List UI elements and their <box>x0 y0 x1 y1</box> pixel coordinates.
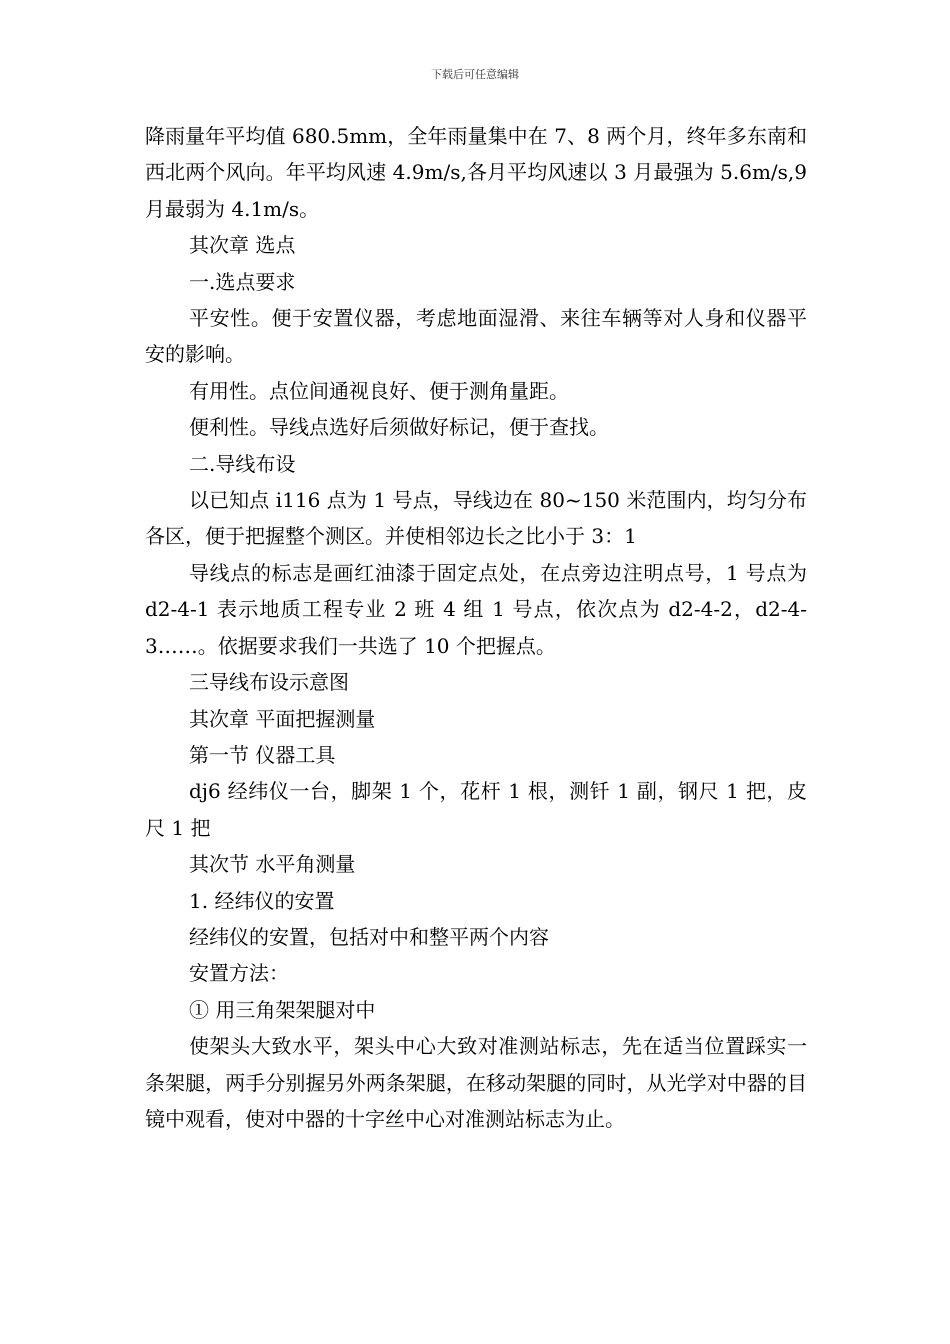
paragraph-convenience: 便利性。导线点选好后须做好标记，便于查找。 <box>189 415 609 440</box>
section-heading-selection-requirements: 一.选点要求 <box>189 269 296 294</box>
list-item-tripod-centering: ① 用三角架架腿对中 <box>189 997 376 1022</box>
paragraph-point-marking: 导线点的标志是画红油漆于固定点处，在点旁边注明点号，1 号点为 d2-4-1 表示地质工程专业 2 班 4 组 1 号点，依次点为 d2-4-2，d2-4-3……。依据要求我们一共选了 10 个把握点。 <box>145 560 807 658</box>
paragraph-climate: 降雨量年平均值 680.5mm，全年雨量集中在 7、8 两个月，终年多东南和西北两个风向。年平均风速 4.9m/s,各月平均风速以 3 月最强为 5.6m/s,9 月最弱为 4.1m/s。 <box>145 124 807 221</box>
section-heading-instruments: 第一节 仪器工具 <box>189 742 336 767</box>
paragraph-setup-method-label: 安置方法： <box>189 961 289 986</box>
page-header: 下载后可任意编辑 <box>431 68 519 81</box>
paragraph-setup-content: 经纬仪的安置，包括对中和整平两个内容 <box>189 924 549 949</box>
document-body <box>145 118 807 1137</box>
paragraph-instrument-list: dj6 经纬仪一台，脚架 1 个，花杆 1 根，测钎 1 副，钢尺 1 把，皮尺 1 把 <box>145 779 807 840</box>
section-heading-horizontal-angle: 其次节 水平角测量 <box>189 852 356 877</box>
paragraph-known-point: 以已知点 i116 点为 1 号点，导线边在 80~150 米范围内，均匀分布各区，便于把握整个测区。并使相邻边长之比小于 3：1 <box>145 488 807 549</box>
section-heading-layout-diagram: 三导线布设示意图 <box>189 670 349 695</box>
subsection-heading-theodolite-setup: 1. 经纬仪的安置 <box>189 888 335 913</box>
paragraph-usability: 有用性。点位间通视良好、便于测角量距。 <box>189 378 569 403</box>
paragraph-centering-procedure: 使架头大致水平，架头中心大致对准测站标志，先在适当位置踩实一条架腿，两手分别握另外两条架腿，在移动架腿的同时，从光学对中器的目镜中观看，使对中器的十字丝中心对准测站标志为止。 <box>145 1034 807 1131</box>
section-heading-traverse-layout: 二.导线布设 <box>189 451 296 476</box>
chapter-heading-point-selection: 其次章 选点 <box>189 233 296 258</box>
chapter-heading-plane-control: 其次章 平面把握测量 <box>189 706 376 731</box>
paragraph-safety: 平安性。便于安置仪器，考虑地面湿滑、来往车辆等对人身和仪器平安的影响。 <box>145 306 807 367</box>
